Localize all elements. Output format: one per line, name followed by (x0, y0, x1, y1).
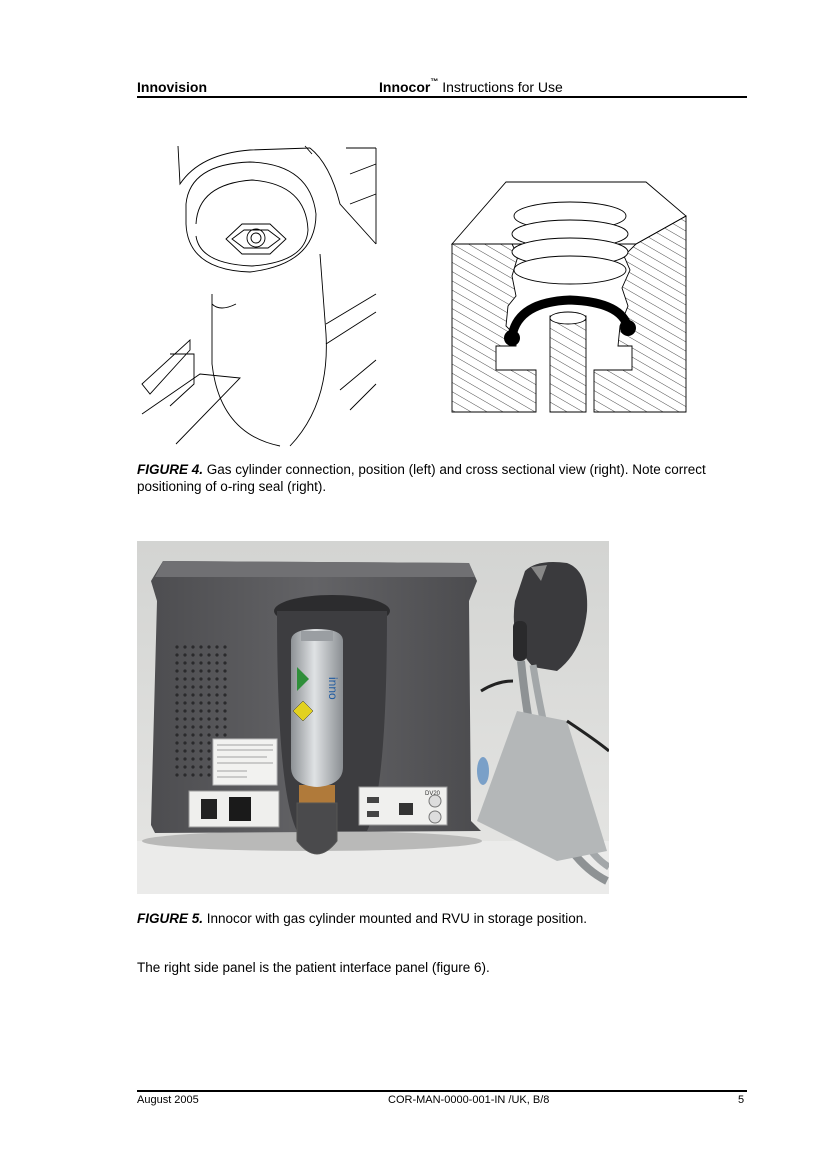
figure5-caption (137, 910, 737, 927)
figure4-cross-section (446, 176, 690, 418)
footer-document-id: COR-MAN-0000-001-IN /UK, B/8 (388, 1094, 550, 1106)
port-label: DV20 (425, 791, 441, 797)
trademark-mark: ™ (430, 77, 439, 87)
header-title-rest: Instructions for Use (438, 79, 563, 95)
footer-page-number: 5 (738, 1094, 745, 1106)
figure4-caption (137, 461, 737, 495)
figure5-photo (137, 541, 609, 894)
figure4-label: FIGURE 4. (137, 462, 204, 477)
figure4-text: Gas cylinder connection, position (left) and cross sectional view (right). Note correct positioning of o-ring seal (right). (137, 462, 706, 494)
cylinder-label: inno (326, 677, 340, 700)
footer-date: August 2005 (137, 1094, 199, 1106)
figure5-label: FIGURE 5. (137, 911, 204, 926)
innocor-device-illustration (137, 541, 609, 894)
footer-rule (137, 1090, 747, 1092)
header-product: Innocor (379, 79, 431, 95)
figure5-text: Innocor with gas cylinder mounted and RVU in storage position. (203, 911, 587, 926)
body-paragraph: The right side panel is the patient interface panel (figure 6). (137, 960, 490, 975)
figure4-connection-drawing (140, 144, 380, 448)
header-company: Innovision (137, 79, 207, 95)
header-title (379, 79, 563, 95)
header-rule (137, 96, 747, 98)
